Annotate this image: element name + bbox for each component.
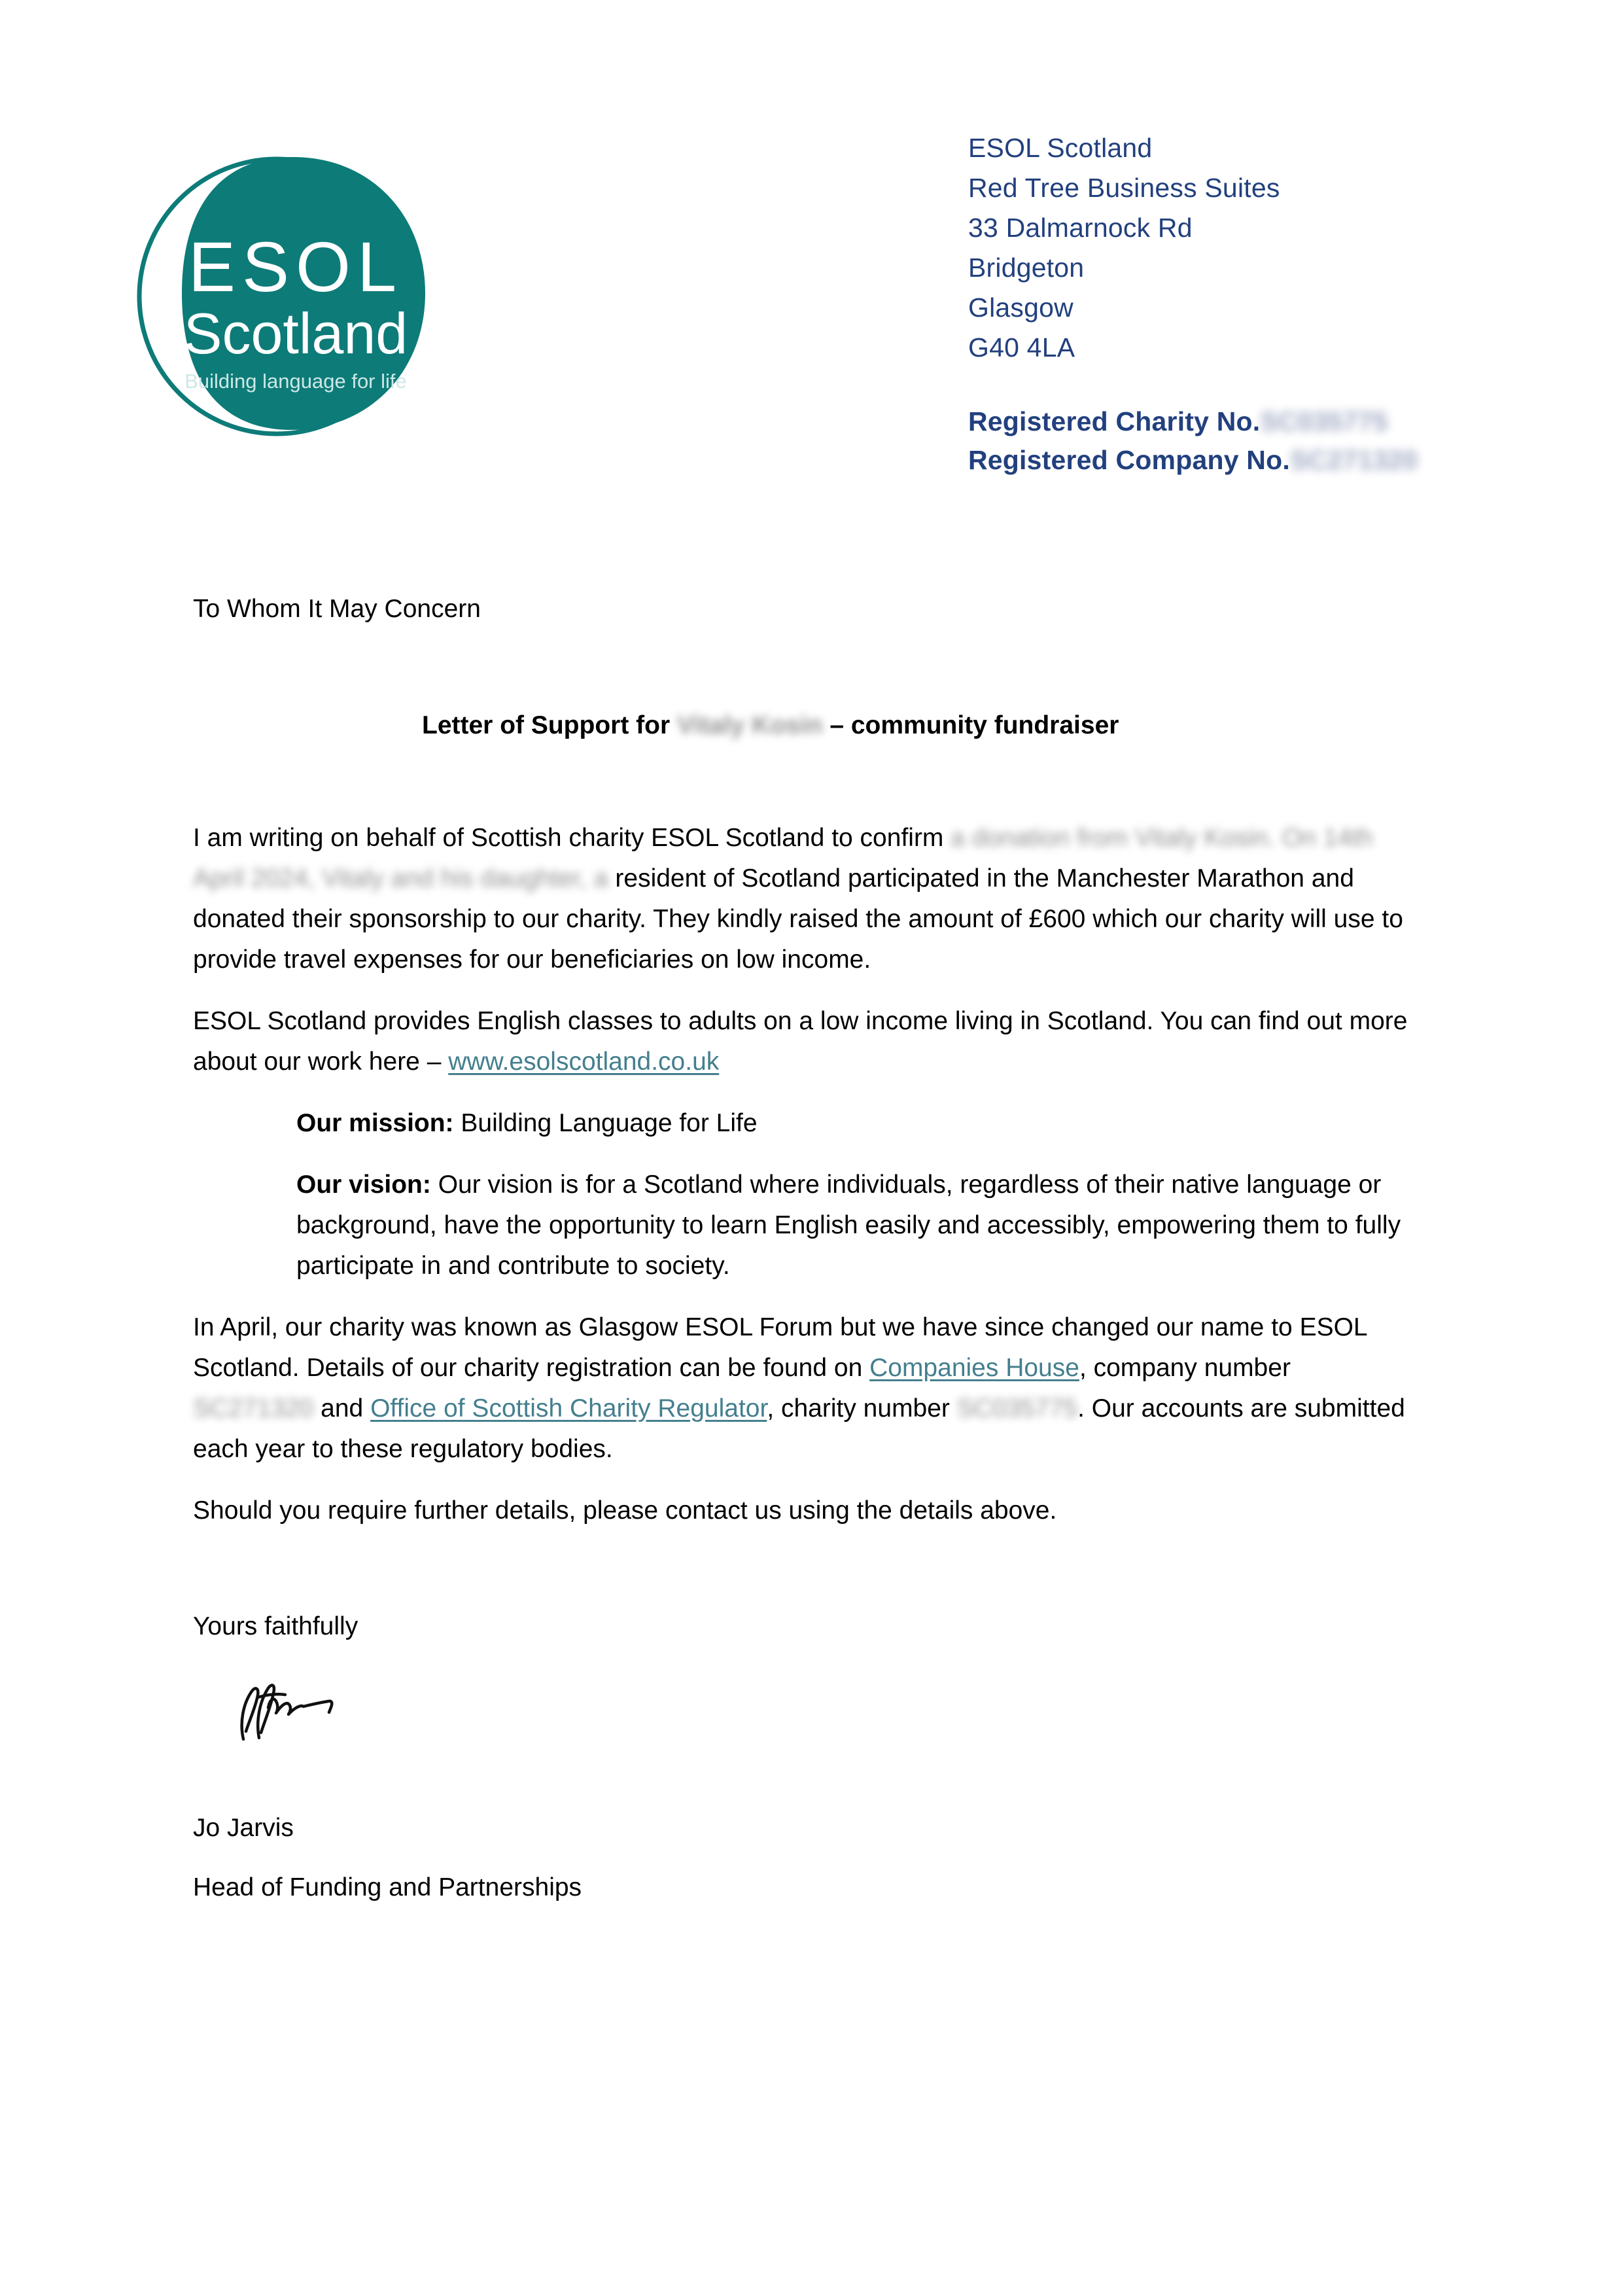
mission-text: Building Language for Life: [453, 1109, 758, 1137]
address-line-street: 33 Dalmarnock Rd: [968, 213, 1193, 243]
address-line-district: Bridgeton: [968, 253, 1085, 283]
registered-charity-number-line: [968, 402, 1596, 441]
letterhead: [0, 0, 1623, 523]
registered-charity-number-value: SC035775: [1260, 406, 1388, 436]
salutation: To Whom It May Concern: [193, 595, 481, 623]
mission-label: Our mission:: [296, 1109, 454, 1137]
logo-wordmark-esol: ESOL: [188, 227, 404, 306]
paragraph-donation-confirmation: [193, 818, 1410, 980]
logo-wordmark-scotland: Scotland: [183, 301, 408, 366]
paragraph3-part4: , charity number: [767, 1394, 957, 1422]
vision-statement: [193, 1165, 1410, 1286]
registration-numbers: [968, 402, 1596, 480]
subject-redacted-name: Vitaly Kosin: [676, 711, 823, 739]
address-line-building: Red Tree Business Suites: [968, 173, 1280, 203]
registered-company-number-line: [968, 441, 1596, 480]
signer-role: Head of Funding and Partnerships: [193, 1873, 582, 1901]
paragraph3-redacted-charity-number: SC035775: [956, 1394, 1078, 1422]
organisation-address: [968, 128, 1557, 368]
address-line-postcode: G40 4LA: [968, 332, 1075, 362]
mission-statement: [193, 1103, 1410, 1144]
subject-prefix: Letter of Support for: [422, 711, 677, 739]
paragraph3-redacted-company-number: SC271320: [193, 1394, 314, 1422]
logo-tagline: Building language for life: [184, 370, 407, 393]
paragraph1-part2: resident of Scotland participated in the Manchester Marathon and donated their sponsorship to our charity. They kindly raised the amount of £600 which our charity will use to provide travel expenses for our beneficiaries on low income.: [193, 864, 1403, 974]
logo-svg: [118, 128, 451, 461]
signature-icon: [229, 1675, 399, 1754]
companies-house-link[interactable]: Companies House: [869, 1354, 1079, 1382]
signer-name: Jo Jarvis: [193, 1814, 294, 1842]
website-link[interactable]: www.esolscotland.co.uk: [448, 1048, 720, 1076]
registered-charity-number-label: Registered Charity No.: [968, 406, 1261, 436]
oscr-link[interactable]: Office of Scottish Charity Regulator: [370, 1394, 767, 1422]
vision-text: Our vision is for a Scotland where individuals, regardless of their native language or background, have the opportunity to learn English easily and accessibly, empowering them to fully participate in and contribute to society.: [296, 1171, 1401, 1280]
subject-line: [193, 709, 1410, 743]
letter-body: [193, 592, 1410, 1930]
paragraph2-text: ESOL Scotland provides English classes to adults on a low income living in Scotland. You can find out more about our work here –: [193, 1007, 1408, 1076]
paragraph1-redacted-donor-details: a donation from Vitaly Kosin. On 14th April 2024, Vitaly and his daughter, a: [193, 824, 1373, 892]
paragraph-contact-invitation: Should you require further details, please contact us using the details above.: [193, 1496, 1057, 1525]
paragraph1-part1: I am writing on behalf of Scottish charity ESOL Scotland to confirm: [193, 824, 951, 852]
vision-label: Our vision:: [296, 1171, 431, 1199]
paragraph3-part5: . Our accounts are submitted each year to these regulatory bodies.: [193, 1394, 1405, 1463]
closing-salutation: Yours faithfully: [193, 1612, 358, 1640]
paragraph-about-charity: [193, 1001, 1410, 1082]
address-line-org: ESOL Scotland: [968, 133, 1153, 163]
paragraph3-part1: In April, our charity was known as Glasgow ESOL Forum but we have since changed our name to ESOL Scotland. Details of our charity registration can be found on: [193, 1313, 1367, 1382]
esol-scotland-logo: [118, 128, 451, 461]
paragraph3-part3: and: [313, 1394, 371, 1422]
registered-company-number-label: Registered Company No.: [968, 445, 1290, 475]
address-line-city: Glasgow: [968, 292, 1073, 323]
subject-suffix: – community fundraiser: [822, 711, 1119, 739]
registered-company-number-value: SC271320: [1289, 445, 1418, 475]
paragraph-registration-details: [193, 1307, 1410, 1470]
signature: [193, 1675, 1410, 1760]
paragraph3-part2: , company number: [1079, 1354, 1291, 1382]
